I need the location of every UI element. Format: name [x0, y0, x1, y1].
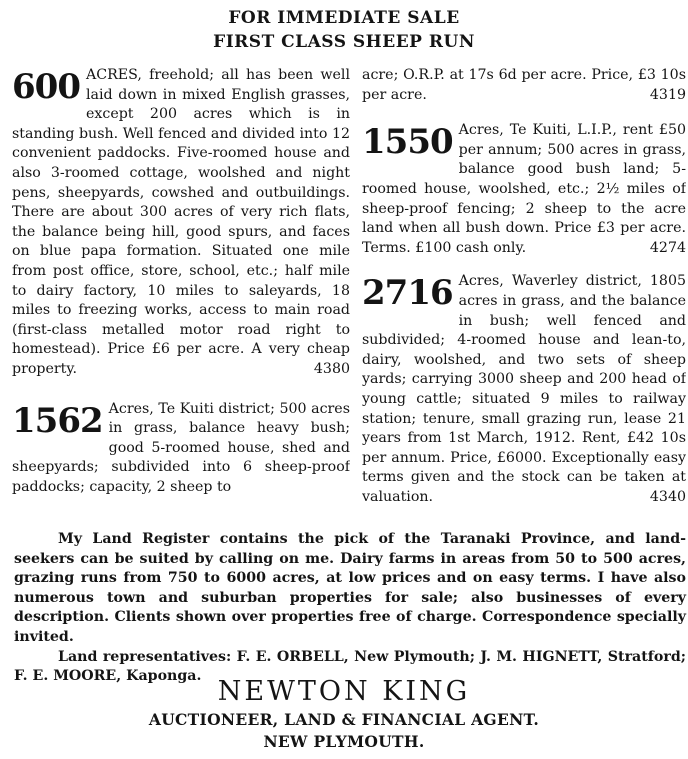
brand-title: AUCTIONEER, LAND & FINANCIAL AGENT.: [148, 710, 540, 729]
land-register-notice: [14, 530, 686, 687]
listing-2716: [362, 272, 686, 507]
listing-ref: 4319: [649, 86, 686, 103]
listing-1550: [362, 121, 686, 258]
headline-sheep-run: FIRST CLASS SHEEP RUN: [213, 32, 475, 52]
listing-number: 600: [12, 67, 80, 107]
land-register-text: My Land Register contains the pick of the Taranaki Province, and land-seekers can be suited by calling on me. Dairy farms in areas from 50 to 500 acres, grazing runs from 750 to 6000 acres, at low prices and on easy terms. I have also numerous town and suburban properties for sale; also businesses of every description. Clients shown over properties free of charge. Correspondence specially invited.: [14, 531, 686, 645]
listing-1562: [12, 400, 350, 498]
listing-text: Acres, Te Kuiti, L.I.P., rent £50 per annum; 500 acres in grass, balance good bush land; 5-roomed house, woolshed, etc.; 2½ miles of sheep-proof fencing; 2 sheep to the acre land when all bush down. Price £3 per acre. Terms. £100 cash only.: [362, 122, 686, 256]
brand-name: NEWTON KING: [217, 676, 471, 707]
listing-ref: 4340: [649, 488, 686, 505]
listing-text-continued: acre; O.R.P. at 17s 6d per acre. Price, £3 10s per acre.: [362, 67, 686, 103]
listing-600: [12, 66, 350, 380]
listing-text: ACRES, freehold; all has been well laid down in mixed English grasses, except 200 acres which is in standing bush. Well fenced and divided into 12 convenient paddocks. Five-roomed house and also 3-roomed cottage, woolshed and night pens, sheepyards, cowshed and outbuildings. There are about 300 acres of very rich flats, the balance being hill, good spurs, and faces on blue papa formation. Situated one mile from post office, store, school, etc.; half mile to dairy factory, 10 miles to saleyards, 18 miles to freezing works, access to main road (first-class metalled motor road right to homestead). Price £6 per acre. A very cheap property.: [12, 67, 350, 377]
left-column: [12, 66, 350, 497]
headline-immediate-sale: FOR IMMEDIATE SALE: [228, 8, 460, 28]
listing-number: 2716: [362, 273, 453, 314]
listing-ref: 4380: [313, 360, 350, 377]
right-column: [362, 66, 686, 507]
representatives-text: Land representatives: F. E. ORBELL, New Plymouth; J. M. HIGNETT, Stratford; F. E. MOORE, Kaponga.: [14, 648, 686, 685]
listing-ref: 4274: [649, 239, 686, 256]
listing-number: 1562: [12, 400, 103, 441]
listing-1562-continued: [362, 66, 686, 105]
brand-place: NEW PLYMOUTH.: [263, 732, 425, 751]
listing-text: Acres, Te Kuiti district; 500 acres in grass, balance heavy bush; good 5-roomed house, shed and sheepyards; subdivided into 6 sheep-proof paddocks; capacity, 2 sheep to: [12, 400, 350, 495]
listing-text: Acres, Waverley district, 1805 acres in grass, and the balance in bush; well fenced and subdivided; 4-roomed house and lean-to, dairy, woolshed, and two sets of sheep yards; carrying 3000 sheep and 200 head of young cattle; situated 9 miles to railway station; tenure, small grazing run, lease 21 years from 1st March, 1912. Rent, £42 10s per annum. Price, £6000. Exceptionally easy terms given and the stock can be taken at valuation.: [362, 273, 686, 505]
listing-number: 1550: [362, 122, 453, 163]
